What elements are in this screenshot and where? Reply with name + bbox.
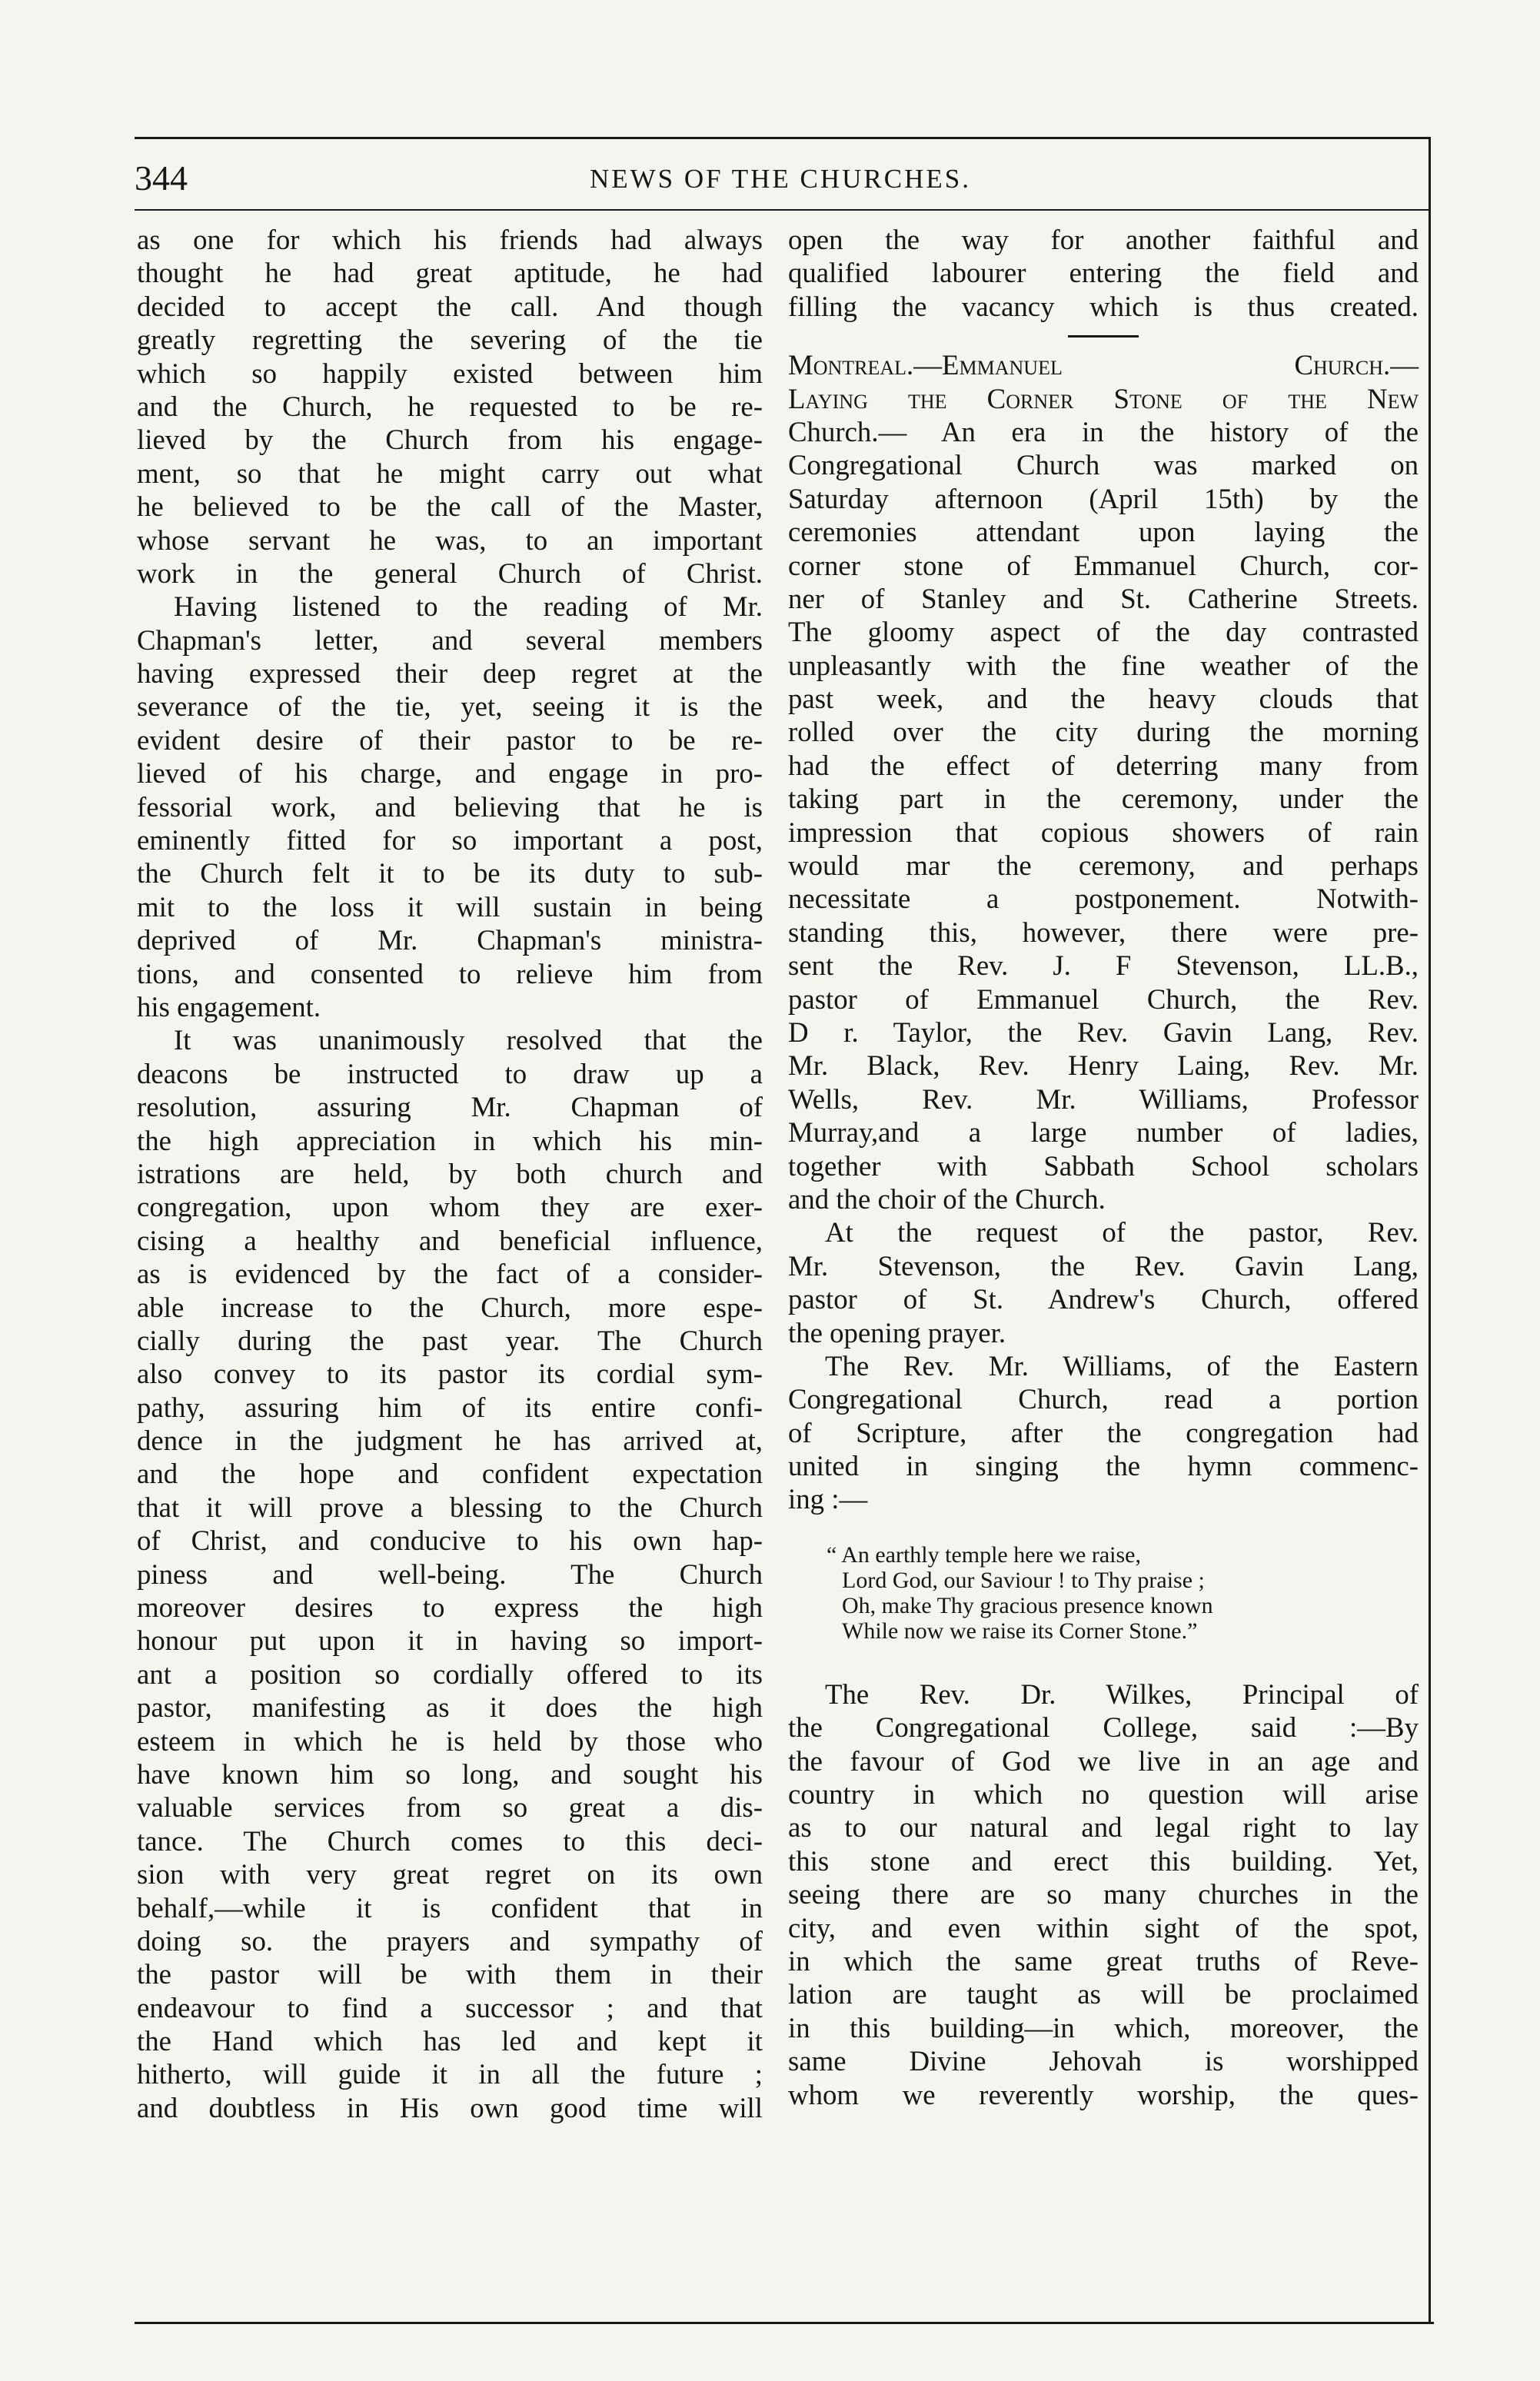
text-line: mit to the loss it will sustain in being: [137, 890, 763, 923]
text-line: Murray,and a large number of ladies,: [788, 1116, 1419, 1149]
text-line: hitherto, will guide it in all the future ;: [137, 2058, 763, 2090]
text-line: whose servant he was, to an important: [137, 524, 763, 556]
text-line: eminently fitted for so important a post,: [137, 824, 763, 856]
text-line: ing :—: [788, 1483, 868, 1515]
text-line: lieved of his charge, and engage in pro-: [137, 757, 763, 790]
bottom-border-rule: [135, 2322, 1434, 2324]
text-line: Saturday afternoon (April 15th) by the: [788, 482, 1419, 514]
right-column-continuation: [788, 1678, 1419, 2111]
text-line: piness and well-being. The Church: [137, 1558, 763, 1590]
text-line: pastor of Emmanuel Church, the Rev.: [788, 983, 1419, 1015]
text-line: cising a healthy and beneficial influence,: [137, 1224, 763, 1256]
text-line: in which the same great truths of Reve-: [788, 1944, 1419, 1977]
text-line: he believed to be the call of the Master,: [137, 490, 763, 523]
text-line: the opening prayer.: [788, 1316, 1006, 1348]
text-line: Chapman's letter, and several members: [137, 624, 763, 656]
text-line: dence in the judgment he has arrived at,: [137, 1425, 763, 1457]
text-line: pastor, manifesting as it does the high: [137, 1691, 763, 1724]
text-line: pastor of St. Andrew's Church, offered: [788, 1283, 1419, 1315]
page-header: [135, 158, 1426, 211]
right-column-top: [788, 223, 1419, 323]
text-line: tions, and consented to relieve him from: [137, 957, 763, 989]
text-line: whom we reverently worship, the ques-: [788, 2078, 1419, 2110]
text-line: sion with very great regret on its own: [137, 1858, 763, 1891]
text-line: deacons be instructed to draw up a: [137, 1057, 763, 1089]
text-line: resolution, assuring Mr. Chapman of: [137, 1091, 763, 1123]
text-line: Wells, Rev. Mr. Williams, Professor: [788, 1082, 1419, 1115]
running-head: NEWS OF THE CHURCHES.: [589, 164, 971, 194]
text-line: his engagement.: [137, 990, 321, 1023]
text-line: deprived of Mr. Chapman's ministra-: [137, 924, 763, 956]
poem-line: Oh, make Thy gracious presence known: [842, 1592, 1213, 1618]
text-line: evident desire of their pastor to be re-: [137, 723, 763, 756]
text-line: fessorial work, and believing that he is: [137, 790, 763, 823]
text-line: istrations are held, by both church and: [137, 1157, 763, 1189]
text-line: corner stone of Emmanuel Church, cor-: [788, 549, 1419, 581]
text-line: moreover desires to express the high: [137, 1591, 763, 1624]
text-line: of Scripture, after the congregation had: [788, 1416, 1419, 1448]
text-line: city, and even within sight of the spot,: [788, 1911, 1419, 1944]
text-line: severance of the tie, yet, seeing it is the: [137, 690, 763, 723]
text-line: endeavour to find a successor ; and that: [137, 1991, 763, 2024]
text-line: open the way for another faithful and: [788, 224, 1419, 255]
text-line: the Hand which has led and kept it: [137, 2025, 763, 2057]
text-line: Congregational Church was marked on: [788, 449, 1419, 481]
poem-line: Lord God, our Saviour ! to Thy praise ;: [842, 1567, 1205, 1593]
text-line: thought he had great aptitude, he had: [137, 257, 763, 289]
text-line: ner of Stanley and St. Catherine Streets.: [788, 582, 1419, 614]
top-border-rule: [135, 137, 1430, 139]
right-border-rule: [1429, 137, 1431, 2324]
text-line: having expressed their deep regret at the: [137, 657, 763, 690]
text-line: At the request of the pastor, Rev.: [825, 1216, 1419, 1249]
text-line: united in singing the hymn commenc-: [788, 1450, 1419, 1482]
text-line: and the choir of the Church.: [788, 1182, 1106, 1215]
right-column-article: [788, 348, 1419, 1516]
poem-line: While now we raise its Corner Stone.”: [842, 1618, 1198, 1644]
text-line: Mr. Stevenson, the Rev. Gavin Lang,: [788, 1249, 1419, 1282]
text-line: sent the Rev. J. F Stevenson, LL.B.,: [788, 949, 1419, 982]
text-line: The gloomy aspect of the day contrasted: [788, 616, 1419, 648]
text-line: of Christ, and conducive to his own hap-: [137, 1525, 763, 1557]
text-line: the Congregational College, said :—By: [788, 1711, 1419, 1744]
text-line: this stone and erect this building. Yet,: [788, 1844, 1419, 1877]
text-line: also convey to its pastor its cordial sym-: [137, 1358, 763, 1390]
text-line: lieved by the Church from his engage-: [137, 424, 763, 456]
text-line: D r. Taylor, the Rev. Gavin Lang, Rev.: [788, 1016, 1419, 1048]
text-line: as one for which his friends had always: [137, 224, 763, 255]
text-line: same Divine Jehovah is worshipped: [788, 2045, 1419, 2077]
text-line: decided to accept the call. And though: [137, 290, 763, 322]
text-line: seeing there are so many churches in the: [788, 1878, 1419, 1910]
text-line: and doubtless in His own good time will: [137, 2091, 763, 2123]
text-line: together with Sabbath School scholars: [788, 1149, 1419, 1182]
text-line: Mr. Black, Rev. Henry Laing, Rev. Mr.: [788, 1049, 1419, 1082]
text-line: and the hope and confident expectation: [137, 1458, 763, 1490]
text-line: the high appreciation in which his min-: [137, 1124, 763, 1156]
text-line: unpleasantly with the fine weather of the: [788, 649, 1419, 681]
text-line: filling the vacancy which is thus created.: [788, 290, 1419, 322]
text-line: that it will prove a blessing to the Church: [137, 1491, 763, 1523]
section-separator: [1068, 335, 1139, 338]
text-line: standing this, however, there were pre-: [788, 916, 1419, 948]
text-line: rolled over the city during the morning: [788, 716, 1419, 748]
text-line: ceremonies attendant upon laying the: [788, 516, 1419, 548]
text-line: pathy, assuring him of its entire confi-: [137, 1391, 763, 1423]
text-line: esteem in which he is held by those who: [137, 1724, 763, 1757]
text-line: Montreal.—Emmanuel Church.—: [788, 349, 1419, 381]
text-line: lation are taught as will be proclaimed: [788, 1978, 1419, 2010]
text-line: past week, and the heavy clouds that: [788, 683, 1419, 715]
poem-line: “ An earthly temple here we raise,: [827, 1541, 1141, 1568]
text-line: cially during the past year. The Church: [137, 1324, 763, 1356]
text-line: The Rev. Dr. Wilkes, Principal of: [825, 1678, 1419, 1710]
text-line: valuable services from so great a dis-: [137, 1791, 763, 1824]
text-line: would mar the ceremony, and perhaps: [788, 850, 1419, 882]
text-line: the pastor will be with them in their: [137, 1958, 763, 1990]
text-line: had the effect of deterring many from: [788, 749, 1419, 781]
text-line: able increase to the Church, more espe-: [137, 1291, 763, 1323]
text-line: congregation, upon whom they are exer-: [137, 1191, 763, 1223]
text-line: behalf,—while it is confident that in: [137, 1891, 763, 1924]
text-line: tance. The Church comes to this deci-: [137, 1824, 763, 1857]
text-line: country in which no question will arise: [788, 1778, 1419, 1811]
right-column: [788, 223, 1419, 2111]
text-line: the Church felt it to be its duty to sub-: [137, 857, 763, 890]
text-line: Congregational Church, read a portion: [788, 1383, 1419, 1415]
hymn-quotation: [788, 1542, 1419, 1644]
text-line: qualified labourer entering the field and: [788, 257, 1419, 289]
text-line: have known him so long, and sought his: [137, 1757, 763, 1790]
text-line: Church.— An era in the history of the: [788, 415, 1419, 447]
left-column: [137, 223, 763, 2124]
text-line: Having listened to the reading of Mr.: [174, 590, 763, 623]
text-line: ment, so that he might carry out what: [137, 457, 763, 489]
text-line: as is evidenced by the fact of a consider-: [137, 1258, 763, 1290]
text-line: It was unanimously resolved that the: [174, 1024, 763, 1056]
text-line: as to our natural and legal right to lay: [788, 1811, 1419, 1844]
text-line: impression that copious showers of rain: [788, 816, 1419, 848]
page-number: 344: [135, 158, 188, 198]
text-line: The Rev. Mr. Williams, of the Eastern: [825, 1349, 1419, 1382]
text-line: Laying the Corner Stone of the New: [788, 382, 1419, 414]
text-line: which so happily existed between him: [137, 357, 763, 389]
text-line: the favour of God we live in an age and: [788, 1744, 1419, 1777]
text-line: taking part in the ceremony, under the: [788, 783, 1419, 815]
text-line: in this building—in which, moreover, the: [788, 2011, 1419, 2043]
text-line: and the Church, he requested to be re-: [137, 390, 763, 422]
text-line: greatly regretting the severing of the tie: [137, 324, 763, 356]
text-line: honour put upon it in having so import-: [137, 1624, 763, 1657]
text-line: work in the general Church of Christ.: [137, 557, 763, 589]
text-line: necessitate a postponement. Notwith-: [788, 883, 1419, 915]
text-line: doing so. the prayers and sympathy of: [137, 1924, 763, 1957]
text-line: ant a position so cordially offered to its: [137, 1658, 763, 1690]
